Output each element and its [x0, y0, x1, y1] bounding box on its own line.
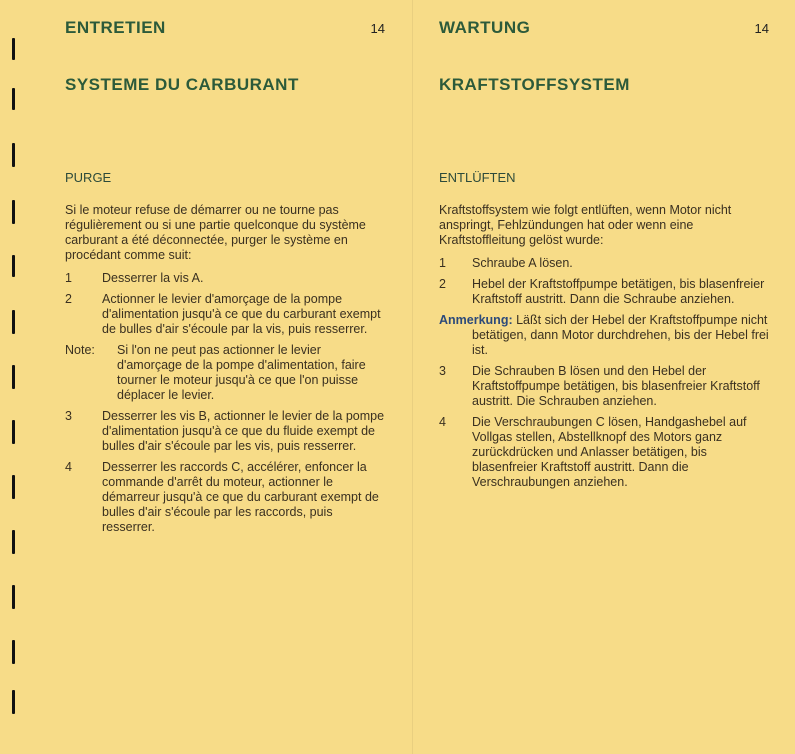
binding-mark: [12, 255, 15, 277]
binding-marks: [12, 0, 18, 754]
page-header: [65, 18, 385, 42]
note-text: Si l'on ne peut pas actionner le levier d'amorçage de la pompe d'alimentation, faire tourner le moteur jusqu'à ce que l'on puisse déplacer le levier.: [117, 343, 366, 402]
binding-mark: [12, 420, 15, 444]
step-text: Die Schrauben B lösen und den Hebel der Kraftstoffpumpe betätigen, bis blasenfreier Kraftstoff austritt. Die Schrauben anziehen.: [472, 364, 760, 408]
step-number: 1: [439, 256, 446, 270]
binding-mark: [12, 475, 15, 499]
intro-paragraph: Si le moteur refuse de démarrer ou ne tourne pas régulièrement ou si une partie quelconque du système carburant a été déconnectée, purger le système en procédant comme suit:: [65, 203, 366, 262]
step-text: Schraube A lösen.: [472, 256, 573, 270]
binding-mark: [12, 640, 15, 664]
binding-mark: [12, 365, 15, 389]
subheading: ENTLÜFTEN: [439, 170, 516, 185]
step-item: [65, 460, 385, 535]
step-text: Desserrer les raccords C, accélérer, enfoncer la commande d'arrêt du moteur, actionner le démarreur jusqu'à ce que du carburant exempt de bulles d'air s'écoule par les raccords, puis resserrer.: [102, 460, 379, 534]
step-number: 2: [65, 292, 72, 306]
body-text: [439, 203, 769, 496]
step-number: 2: [439, 277, 446, 291]
binding-mark: [12, 690, 15, 714]
step-number: 3: [65, 409, 72, 423]
step-text: Actionner le levier d'amorçage de la pompe d'alimentation jusqu'à ce que du carburant exempt de bulles d'air s'écoule par la vis, puis resserrer.: [102, 292, 381, 336]
column-divider: [412, 0, 413, 754]
step-item: [65, 271, 385, 286]
subheading: PURGE: [65, 170, 112, 185]
step-item: [439, 277, 769, 307]
note: [439, 313, 769, 358]
note-text: Läßt sich der Hebel der Kraftstoffpumpe nicht betätigen, dann Motor durchdrehen, bis der Hebel frei ist.: [472, 313, 769, 357]
system-title: SYSTEME DU CARBURANT: [65, 75, 299, 94]
binding-mark: [12, 585, 15, 609]
step-item: [439, 256, 769, 271]
intro-paragraph: Kraftstoffsystem wie folgt entlüften, wenn Motor nicht anspringt, Fehlzündungen hat oder wenn eine Kraftstoffleitung gelöst wurde:: [439, 203, 732, 247]
step-number: 1: [65, 271, 72, 285]
step-item: [439, 364, 769, 409]
section-title: ENTRETIEN: [65, 18, 166, 37]
note: [65, 343, 385, 403]
step-text: Desserrer les vis B, actionner le levier de la pompe d'alimentation jusqu'à ce que du fluide exempt de bulles d'air s'écoule par les vis, puis resserrer.: [102, 409, 385, 453]
step-number: 3: [439, 364, 446, 378]
body-text: [65, 203, 385, 541]
step-item: [65, 292, 385, 337]
page-number: 14: [370, 21, 385, 36]
page-header: [439, 18, 769, 42]
system-title: KRAFTSTOFFSYSTEM: [439, 75, 630, 94]
step-item: [65, 409, 385, 454]
binding-mark: [12, 530, 15, 554]
section-title: WARTUNG: [439, 18, 531, 37]
step-number: 4: [65, 460, 72, 474]
page-number: 14: [754, 21, 769, 36]
step-text: Desserrer la vis A.: [102, 271, 204, 285]
binding-mark: [12, 88, 15, 110]
step-text: Hebel der Kraftstoffpumpe betätigen, bis blasenfreier Kraftstoff austritt. Dann die Schraube anziehen.: [472, 277, 765, 306]
binding-mark: [12, 200, 15, 224]
note-label: Note:: [65, 343, 95, 357]
binding-mark: [12, 143, 15, 167]
step-item: [439, 415, 769, 490]
binding-mark: [12, 310, 15, 334]
step-text: Die Verschraubungen C lösen, Handgashebel auf Vollgas stellen, Abstellknopf des Motors ganz zurückdrücken und Anlasser betätigen, bis blasenfreier Kraftstoff austritt. Dann die Verschraubungen anziehen.: [472, 415, 747, 489]
step-number: 4: [439, 415, 446, 429]
binding-mark: [12, 38, 15, 60]
note-label: Anmerkung:: [439, 313, 513, 327]
